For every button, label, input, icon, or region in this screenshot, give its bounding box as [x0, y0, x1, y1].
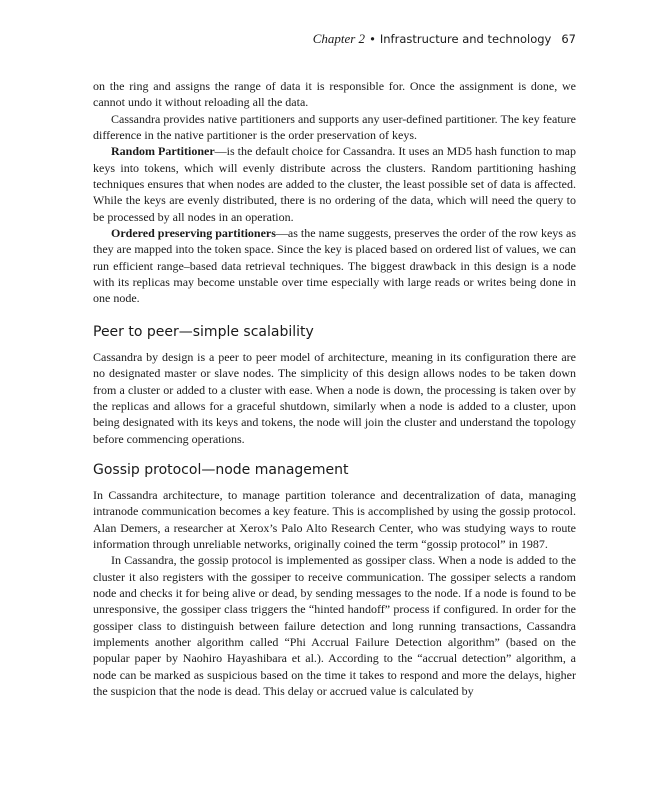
paragraph-peer-to-peer: Cassandra by design is a peer to peer model of architecture, meaning in its configuration there are no designated master or slave nodes. The simplicity of this design allows nodes to be taken down from a cluster or added to a cluster with ease. When a node is down, the processing is taken over by the replicas and allows for a graceful shutdown, similarly when a node is added to a cluster, upon being designated with its keys and tokens, the node will join the cluster and understand the topology before commencing operations. — [93, 349, 576, 446]
random-partitioner-text: —is the default choice for Cassandra. It uses an MD5 hash function to map keys into tokens, which will evenly distribute across the clusters. Random partitioning hashing techniques ensures that when nodes are added to the cluster, the least possible set of data is affected. While the keys are evenly distributed, there is no ordering of the data, which will need the query to be processed by all nodes in an operation. — [93, 144, 577, 224]
paragraph-gossip-intro: In Cassandra architecture, to manage partition tolerance and decentralization of data, managing intranode communication becomes a key feature. This is accomplished by using the gossip protocol. Alan Demers, a researcher at Xerox’s Palo Alto Research Center, who was studying ways to route information through unreliable networks, originally coined the term “gossip protocol” in 1987. — [93, 487, 576, 551]
chapter-label: Chapter 2 — [312, 31, 366, 46]
section-heading-peer-to-peer: Peer to peer—simple scalability — [93, 323, 314, 340]
paragraph-native-partitioners: Cassandra provides native partitioners and supports any user-defined partitioner. The key feature difference in the native partitioner is the order preservation of keys. — [93, 111, 576, 143]
paragraph-ordered-partitioner — [93, 225, 576, 307]
page-body — [93, 78, 576, 699]
section-heading-gossip-protocol: Gossip protocol—node management — [93, 461, 349, 478]
term-random-partitioner: Random Partitioner — [111, 144, 215, 159]
header-bullet: • — [369, 32, 376, 46]
chapter-title: Infrastructure and technology — [379, 32, 552, 46]
ordered-partitioner-text: —as the name suggests, preserves the order of the row keys as they are mapped into the token space. Since the key is placed based on ordered list of values, we can run efficient range–based data retrieval techniques. The biggest drawback in this design is a node with its replicas may become unstable over time especially with large reads or writes being done in one node. — [93, 226, 576, 306]
paragraph-ring-assignment: on the ring and assigns the range of data it is responsible for. Once the assignment is done, we cannot undo it without reloading all the data. — [93, 79, 576, 110]
running-header — [93, 31, 576, 47]
term-ordered-partitioner: Ordered preserving partitioners — [111, 226, 276, 241]
paragraph-gossiper-class: In Cassandra, the gossip protocol is implemented as gossiper class. When a node is added to the cluster it also registers with the gossiper to receive communication. The gossiper selects a random node and checks it for being alive or dead, by sending messages to the node. If a node is found to be unresponsive, the gossiper class triggers the “hinted handoff” process if configured. In order for the gossiper class to distinguish between failure detection and long running transactions, Cassandra implements another algorithm called “Phi Accrual Failure Detection algorithm” (based on the popular paper by Naohiro Hayashibara et al.). According to the “accrual detection” algorithm, a node can be marked as suspicious based on the time it takes to respond and more the delays, higher the suspicion that the node is dead. This delay or accrued value is calculated by — [93, 553, 576, 698]
paragraph-random-partitioner — [93, 143, 576, 225]
page-number: 67 — [561, 32, 576, 46]
